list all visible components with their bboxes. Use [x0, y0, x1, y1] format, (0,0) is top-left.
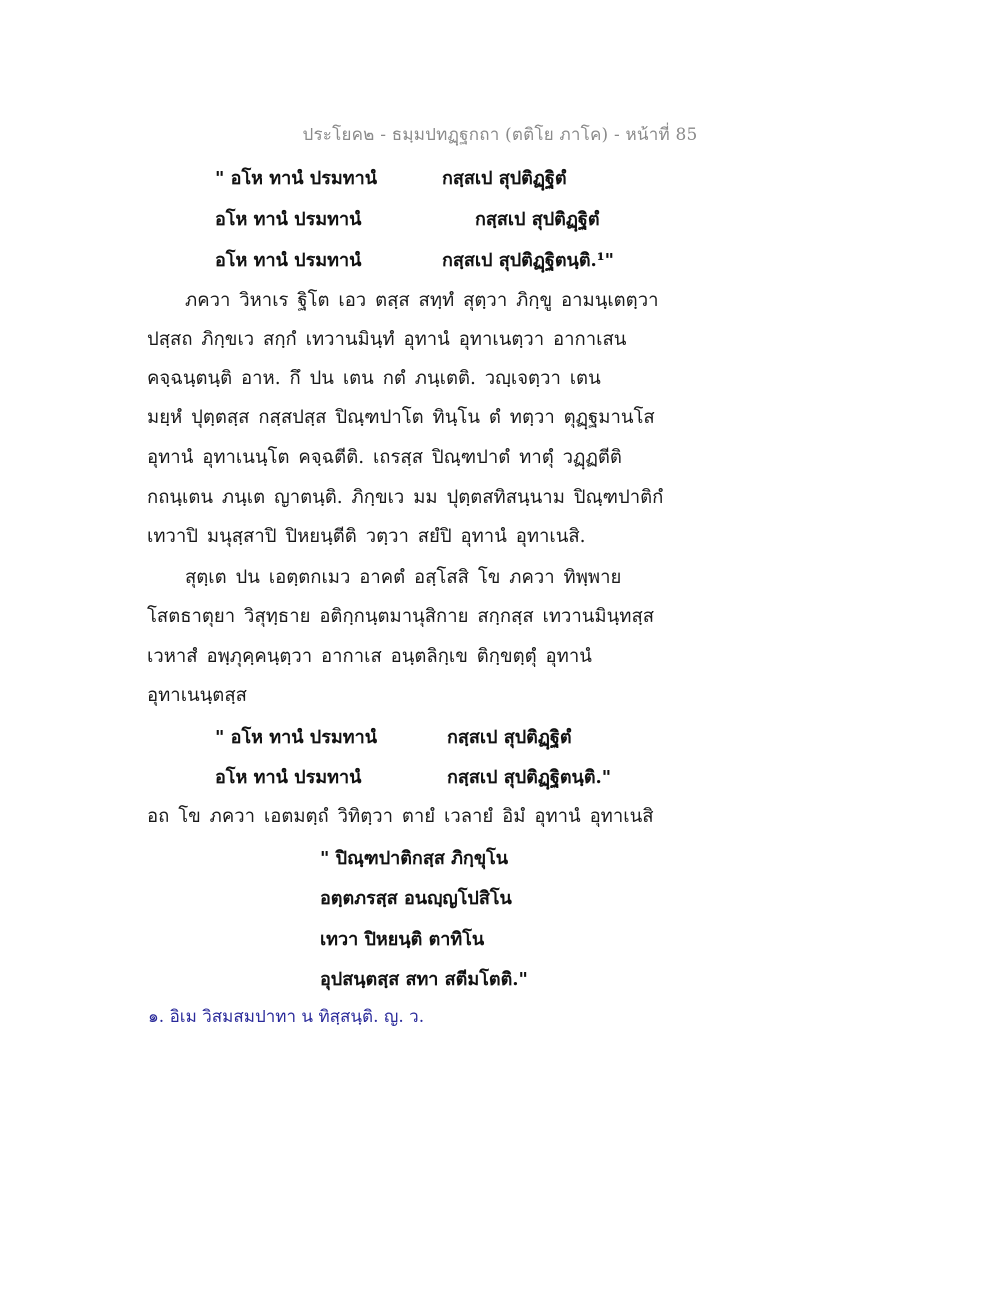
verse2-line1-left: " อโห ทานํ ปรมทานํ	[215, 727, 378, 748]
para2-line1: สุตฺเต ปน เอตฺตกเมว อาคตํ อสฺโสสิ โข ภควา ทิพฺพาย	[185, 567, 622, 588]
verse1-line3-left: อโห ทานํ ปรมทานํ	[215, 250, 362, 271]
verse2-line2-left: อโห ทานํ ปรมทานํ	[215, 767, 362, 788]
verse1-line3-right: กสฺสเป สุปติฏฺฐิตนฺติ.¹"	[442, 250, 615, 271]
page-header: ประโยค๒ - ธมฺมปทฏฺฐกถา (ตติโย ภาโค) - หน้าที่ 85	[302, 125, 698, 145]
para1-line1: ภควา วิหาเร ฐิโต เอว ตสฺส สทฺทํ สุตฺวา ภิกฺขู อามนฺเตตฺวา	[185, 290, 659, 311]
para2-line2: โสตธาตุยา วิสุทฺธาย อติกฺกนฺตมานุสิกาย สกฺกสฺส เทวานมินฺทสฺส	[147, 606, 655, 627]
para1-line3: คจฺฉนฺตนฺติ อาห. กึ ปน เตน กตํ ภนฺเตติ. วญฺเจตฺวา เตน	[147, 368, 601, 389]
para1-line5: อุทานํ อุทาเนนฺโต คจฺฉตีติ. เถรสฺส ปิณฺฑปาตํ ทาตุํ วฏฺฏตีติ	[147, 447, 622, 468]
verse1-line2-left: อโห ทานํ ปรมทานํ	[215, 209, 362, 230]
para1-line2: ปสฺสถ ภิกฺขเว สกฺกํ เทวานมินฺทํ อุทานํ อุทาเนตฺวา อากาเสน	[147, 329, 627, 350]
verse3-line2: อตฺตภรสฺส อนญฺญโปสิโน	[320, 888, 512, 909]
verse1-line1-left: " อโห ทานํ ปรมทานํ	[215, 168, 378, 189]
para1-line4: มยฺหํ ปุตฺตสฺส กสฺสปสฺส ปิณฺฑปาโต ทินฺโน ตํ ทตฺวา ตุฏฺฐมานโส	[147, 407, 655, 428]
verse2-line2-right: กสฺสเป สุปติฏฺฐิตนฺติ."	[447, 767, 612, 788]
verse3-line4: อุปสนฺตสฺส สทา สตีมโตติ."	[320, 969, 528, 990]
para3-line1: อถ โข ภควา เอตมตฺถํ วิทิตฺวา ตายํ เวลายํ อิมํ อุทานํ อุทาเนสิ	[147, 806, 654, 827]
para2-line3: เวหาสํ อพฺภุคฺคนฺตฺวา อากาเส อนฺตลิกฺเข ติกฺขตฺตุํ อุทานํ	[147, 646, 592, 667]
verse2-line1-right: กสฺสเป สุปติฏฺฐิตํ	[447, 727, 572, 748]
verse3-line1: " ปิณฺฑปาติกสฺส ภิกฺขุโน	[320, 848, 509, 869]
verse3-line3: เทวา ปิหยนฺติ ตาทิโน	[320, 929, 485, 950]
verse1-line2-right: กสฺสเป สุปติฏฺฐิตํ	[475, 209, 600, 230]
para1-line6: กถนฺเตน ภนฺเต ญาตนฺติ. ภิกฺขเว มม ปุตฺตสทิสนฺนาม ปิณฺฑปาติกํ	[147, 487, 664, 508]
para2-line4: อุทาเนนฺตสฺส	[147, 685, 247, 706]
verse1-line1-right: กสฺสเป สุปติฏฺฐิตํ	[442, 168, 567, 189]
footnote: ๑. อิเม วิสมสมปาทา น ทิสฺสนฺติ. ญ. ว.	[148, 1007, 425, 1027]
para1-line7: เทวาปิ มนุสฺสาปิ ปิหยนฺตีติ วตฺวา สยํปิ อุทานํ อุทาเนสิ.	[147, 526, 586, 547]
